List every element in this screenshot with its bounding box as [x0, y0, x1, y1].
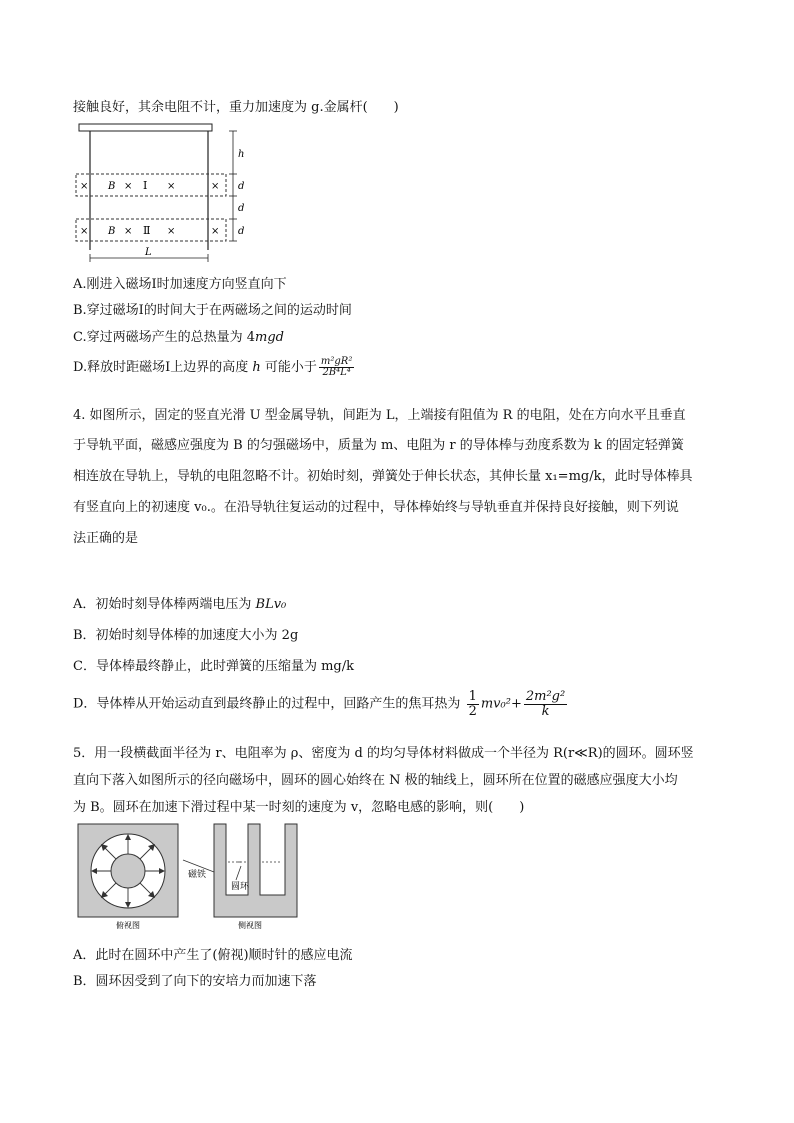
metal-rod: [79, 124, 212, 131]
field-b-label-1: B: [108, 181, 116, 192]
q4-line-1: 4. 如图所示，固定的竖直光滑 U 型金属导轨，间距为 L，上端接有阻值为 R 的电阻，处在方向水平且垂直: [73, 408, 686, 423]
cross-mark: ×: [167, 181, 176, 192]
dimension-h-label: h: [238, 149, 245, 160]
dimension-d-label: d: [238, 226, 245, 237]
q4-option-a: A．初始时刻导体棒两端电压为 BLv₀: [73, 597, 287, 612]
q3-figure: [70, 120, 260, 265]
magnet-side-view: [214, 824, 297, 917]
cross-mark: ×: [167, 226, 176, 237]
cross-mark: ×: [124, 181, 133, 192]
q4-line-4: 有竖直向上的初速度 v₀.。在沿导轨往复运动的过程中，导体棒始终与导轨垂直并保持良好接触，则下列说: [73, 500, 679, 515]
q5-line-1: 5．用一段横截面半径为 r、电阻率为 ρ、密度为 d 的均匀导体材料做成一个半径为 R(r≪R)的圆环。圆环竖: [73, 746, 694, 761]
magnet-label: 磁铁: [188, 870, 207, 880]
q3-option-c: C.穿过两磁场产生的总热量为 4mgd: [73, 330, 285, 345]
top-view-caption: 俯视图: [116, 921, 140, 930]
q4-option-d: D．导体棒从开始运动直到最终静止的过程中，回路产生的焦耳热为 $\frac{1}{2}$ mv₀²+ $\frac{\text{2m²g²}}{k}$: [73, 689, 566, 719]
q3-option-b: B.穿过磁场Ⅰ的时间大于在两磁场之间的运动时间: [73, 303, 352, 318]
fraction: $\frac{1}{2}$: [468, 689, 477, 719]
fraction: $\frac{\text{m²gR²}}{\text{2B⁴L⁴}}$: [320, 355, 353, 378]
q3-option-d: D.释放时距磁场Ⅰ上边界的高度 h 可能小于 $\frac{\text{m²gR²}}{\text{2B⁴L⁴}}$: [73, 355, 353, 378]
q4-option-c: C．导体棒最终静止，此时弹簧的压缩量为 mg/k: [73, 659, 354, 674]
dimension-l-label: L: [145, 247, 152, 258]
q4-option-b: B．初始时刻导体棒的加速度大小为 2g: [73, 628, 299, 643]
q3-intro: 接触良好，其余电阻不计，重力加速度为 g.金属杆( ): [73, 100, 399, 115]
region-label-1: Ⅰ: [143, 179, 148, 192]
field-b-label-2: B: [108, 226, 116, 237]
q5-line-2: 直向下落入如图所示的径向磁场中，圆环的圆心始终在 N 极的轴线上，圆环所在位置的磁感应强度大小均: [73, 773, 678, 788]
q4-line-2: 于导轨平面，磁感应强度为 B 的匀强磁场中，质量为 m、电阻为 r 的导体棒与劲度系数为 k 的固定轻弹簧: [73, 438, 684, 453]
q5-figure: [76, 822, 328, 934]
field-region-2: [76, 219, 226, 241]
cross-mark: ×: [80, 181, 89, 192]
field-region-1: [76, 174, 226, 196]
ring-label: 圆环: [231, 882, 250, 892]
side-view-caption: 侧视图: [238, 921, 262, 930]
cross-mark: ×: [211, 181, 220, 192]
q3-option-a: A.刚进入磁场Ⅰ时加速度方向竖直向下: [73, 277, 287, 292]
cross-mark: ×: [80, 226, 89, 237]
q4-line-5: 法正确的是: [73, 531, 139, 546]
q5-line-3: 为 B。圆环在加速下滑过程中某一时刻的速度为 v，忽略电感的影响，则( ): [73, 800, 525, 815]
dimension-d-label: d: [238, 181, 245, 192]
q5-option-b: B．圆环因受到了向下的安培力而加速下落: [73, 974, 317, 989]
region-label-2: Ⅱ: [143, 224, 151, 237]
cross-mark: ×: [124, 226, 133, 237]
q4-line-3: 相连放在导轨上，导轨的电阻忽略不计。初始时刻，弹簧处于伸长状态，其伸长量 x₁=mg/k，此时导体棒具: [73, 469, 693, 484]
dimension-d-label: d: [238, 203, 245, 214]
fraction: $\frac{\text{2m²g²}}{k}$: [525, 689, 566, 719]
cross-mark: ×: [211, 226, 220, 237]
q5-option-a: A．此时在圆环中产生了(俯视)顺时针的感应电流: [73, 948, 353, 963]
